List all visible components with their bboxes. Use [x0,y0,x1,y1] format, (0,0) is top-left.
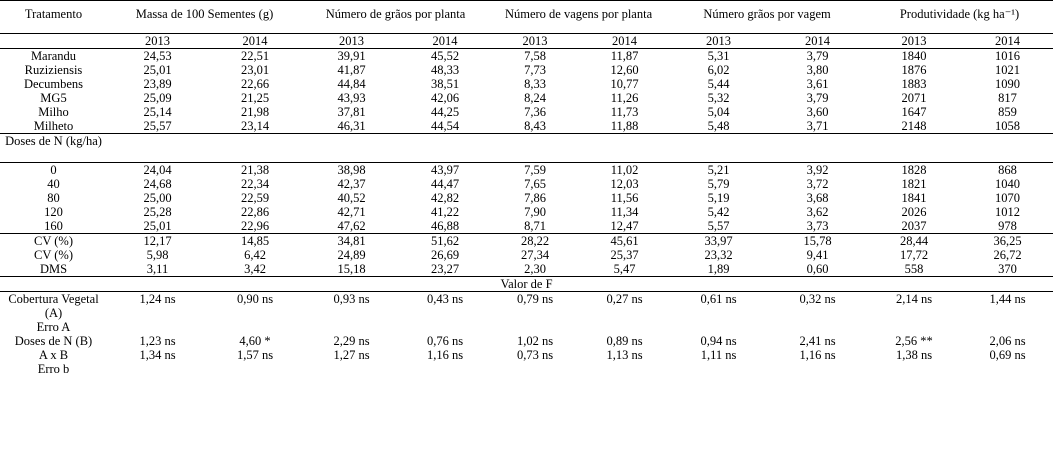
value-cell: 3,79 [806,91,829,105]
species-row [0,91,1053,105]
value-cell: 48,33 [430,63,460,77]
value-cell: 6,42 [244,248,266,262]
year-header: 2014 [242,34,268,48]
value-cell [581,362,668,376]
value-cell: 978 [998,219,1017,233]
value-cell [866,320,962,334]
value-cell: 22,66 [240,77,270,91]
value-cell: 0,60 [806,262,829,276]
value-cell: 42,71 [337,205,366,219]
value-cell: 45,61 [610,234,639,248]
value-cell: 3,72 [806,177,829,191]
row-label: Doses de N (B) [14,334,93,348]
dose-row [0,205,1053,219]
row-label: Decumbens [23,77,83,91]
doses-label-section [0,134,1053,163]
row-label: 40 [47,177,60,191]
value-cell: 3,42 [244,262,266,276]
value-cell: 1647 [901,105,927,119]
value-cell: 33,97 [704,234,733,248]
header-group-pods-per-plant: Número de vagens por planta [504,7,653,21]
species-row [0,77,1053,91]
value-cell: 1,16 ns [426,348,464,362]
value-cell: 24,68 [143,177,172,191]
row-label: Erro b [37,362,70,376]
row-label: Marandu [30,49,77,63]
value-cell: 23,32 [704,248,733,262]
value-cell: 21,25 [240,91,270,105]
value-cell: 0,27 ns [606,292,643,306]
value-cell: 38,51 [430,77,460,91]
value-cell: 11,56 [610,191,639,205]
value-cell [668,320,769,334]
value-cell: 3,68 [806,191,829,205]
value-cell [302,362,401,376]
header-treatment: Tratamento [24,7,83,21]
value-cell: 1,16 ns [799,348,836,362]
value-cell: 7,59 [524,163,546,177]
doses-label-row [0,134,1053,163]
value-cell: 5,98 [146,248,169,262]
header-group-grains-per-plant: Número de grãos por planta [325,7,466,21]
value-cell: 7,36 [524,105,546,119]
value-cell: 3,80 [806,63,829,77]
row-label: CV (%) [33,248,73,262]
value-cell [769,320,866,334]
value-cell: 1040 [995,177,1021,191]
value-cell: 39,91 [337,49,366,63]
value-cell: 3,11 [146,262,169,276]
value-cell [962,362,1053,376]
value-cell: 46,31 [337,119,366,133]
f-title-section [0,277,1053,292]
value-cell [302,320,401,334]
value-cell: 3,62 [806,205,829,219]
value-cell: 42,37 [337,177,366,191]
stat-row [0,234,1053,249]
value-cell: 3,92 [806,163,829,177]
row-label: MG5 [40,91,67,105]
value-cell [208,320,302,334]
value-cell: 2,14 ns [895,292,933,306]
value-cell: 8,33 [524,77,546,91]
value-cell: 1841 [901,191,927,205]
dose-row [0,163,1053,178]
value-cell: 26,72 [993,248,1022,262]
value-cell: 2,56 ** [895,334,933,348]
value-cell: 21,98 [240,105,270,119]
value-cell: 0,32 ns [799,292,836,306]
value-cell: 2,29 ns [333,334,370,348]
f-row [0,334,1053,348]
value-cell: 5,21 [707,163,730,177]
value-cell: 22,59 [240,191,270,205]
header-row [0,1,1053,34]
f-row [0,292,1053,321]
value-cell: 1058 [995,119,1021,133]
year-header: 2013 [145,34,170,48]
value-cell: 42,82 [430,191,460,205]
value-cell: 25,00 [143,191,172,205]
value-cell: 11,34 [610,205,639,219]
value-cell: 5,04 [707,105,730,119]
f-row [0,348,1053,362]
value-cell: 11,88 [610,119,639,133]
value-cell: 44,25 [430,105,460,119]
value-cell: 1,44 ns [989,292,1026,306]
value-cell: 7,65 [524,177,546,191]
value-cell: 25,01 [143,63,172,77]
value-cell: 2,06 ns [989,334,1026,348]
doses-section [0,163,1053,234]
value-cell: 23,27 [430,262,460,276]
value-cell: 1,13 ns [606,348,643,362]
value-cell: 2,30 [524,262,546,276]
value-cell: 3,71 [806,119,829,133]
value-cell: 1,24 ns [139,292,176,306]
value-cell: 23,14 [240,119,270,133]
value-cell: 47,62 [337,219,366,233]
value-cell: 44,84 [337,77,366,91]
value-cell: 1,27 ns [333,348,370,362]
value-cell: 45,52 [430,49,460,63]
stat-row [0,262,1053,277]
species-row [0,49,1053,64]
value-cell: 25,09 [143,91,172,105]
row-label: DMS [39,262,68,276]
value-cell: 37,81 [337,105,366,119]
value-cell: 0,94 ns [700,334,737,348]
value-cell: 4,60 * [239,334,271,348]
value-cell: 15,78 [803,234,832,248]
value-cell: 2148 [901,119,927,133]
row-label: CV (%) [33,234,73,248]
value-cell: 0,90 ns [236,292,274,306]
value-cell: 3,79 [806,49,829,63]
value-cell: 5,47 [613,262,636,276]
value-cell: 0,89 ns [606,334,643,348]
value-cell: 7,86 [524,191,546,205]
value-cell [769,362,866,376]
year-header: 2013 [706,34,732,48]
value-cell: 0,43 ns [426,292,464,306]
row-label: 160 [44,219,63,233]
year-header: 2014 [805,34,831,48]
value-cell: 3,73 [806,219,829,233]
dose-row [0,191,1053,205]
row-label: A x B [38,348,69,362]
value-cell: 11,02 [610,163,639,177]
value-cell: 1070 [995,191,1021,205]
value-cell: 42,06 [430,91,460,105]
f-values-section [0,292,1053,377]
value-cell: 8,71 [524,219,546,233]
year-header: 2013 [901,34,927,48]
value-cell: 3,60 [806,105,829,119]
value-cell: 1,23 ns [139,334,176,348]
value-cell: 51,62 [430,234,460,248]
value-cell: 21,38 [240,163,270,177]
f-row [0,362,1053,376]
value-cell: 0,61 ns [700,292,737,306]
value-cell: 8,24 [524,91,546,105]
value-cell: 36,25 [993,234,1022,248]
row-label: 80 [47,191,60,205]
value-cell: 5,19 [707,191,730,205]
value-cell [107,320,208,334]
value-cell: 1828 [901,163,927,177]
year-header: 2014 [432,34,458,48]
value-cell [489,320,581,334]
value-cell: 12,60 [610,63,639,77]
value-cell: 0,76 ns [426,334,464,348]
year-header: 2013 [522,34,548,48]
value-cell: 859 [998,105,1017,119]
value-cell: 370 [998,262,1017,276]
value-cell: 43,93 [337,91,366,105]
value-cell: 11,26 [610,91,639,105]
dose-row [0,219,1053,234]
f-title-row [0,277,1053,292]
value-cell: 558 [904,262,924,276]
row-label: 0 [50,163,57,177]
value-cell: 5,31 [707,49,730,63]
value-cell: 11,87 [610,49,639,63]
value-cell: 1,11 ns [700,348,737,362]
value-cell: 0,73 ns [516,348,554,362]
value-cell: 46,88 [430,219,460,233]
value-cell: 5,32 [707,91,730,105]
value-cell: 15,18 [337,262,366,276]
value-cell: 5,79 [707,177,730,191]
value-cell: 868 [998,163,1017,177]
value-cell: 25,28 [143,205,172,219]
value-cell: 1,34 ns [139,348,176,362]
value-cell: 14,85 [240,234,270,248]
year-header: 2013 [339,34,365,48]
value-cell: 1821 [901,177,927,191]
value-cell: 6,02 [707,63,730,77]
value-cell: 23,01 [240,63,270,77]
value-cell: 34,81 [337,234,366,248]
value-cell: 26,69 [430,248,460,262]
value-cell: 1840 [901,49,927,63]
value-cell: 28,22 [520,234,550,248]
value-cell [208,362,302,376]
value-cell: 1,38 ns [895,348,933,362]
value-cell [866,362,962,376]
stat-row [0,248,1053,262]
value-cell: 2071 [901,91,927,105]
row-label: Milho [38,105,69,119]
value-cell: 2037 [901,219,927,233]
value-cell: 1,02 ns [516,334,554,348]
stats-section [0,234,1053,277]
value-cell: 23,89 [143,77,172,91]
value-cell: 8,43 [524,119,546,133]
value-cell: 25,37 [610,248,639,262]
value-cell: 7,73 [524,63,546,77]
value-cell: 41,87 [337,63,366,77]
header-group-yield: Produtividade (kg ha⁻¹) [899,7,1020,21]
value-cell: 25,57 [143,119,172,133]
value-cell: 40,52 [337,191,366,205]
value-cell: 28,44 [899,234,929,248]
value-cell: 22,96 [240,219,270,233]
value-cell [962,320,1053,334]
value-cell: 22,86 [240,205,270,219]
value-cell: 0,93 ns [333,292,370,306]
value-cell: 1876 [901,63,927,77]
value-cell: 5,42 [707,205,730,219]
year-header: 2014 [612,34,638,48]
species-row [0,119,1053,134]
value-cell: 1883 [901,77,927,91]
row-label: Erro A [36,320,71,334]
value-cell: 22,34 [240,177,270,191]
value-cell: 5,44 [707,77,730,91]
header-group-grains-per-pod: Número grãos por vagem [703,7,831,21]
value-cell: 1,57 ns [236,348,274,362]
value-cell: 1016 [995,49,1021,63]
value-cell: 1,89 [707,262,730,276]
year-header: 2014 [995,34,1021,48]
value-cell [668,362,769,376]
years-row [0,34,1053,49]
species-row [0,63,1053,77]
value-cell [489,362,581,376]
value-cell: 10,77 [610,77,639,91]
value-cell: 12,47 [610,219,639,233]
row-label: Milheto [33,119,74,133]
value-cell [107,362,208,376]
f-title: Valor de F [500,277,553,291]
row-label: 120 [44,205,63,219]
value-cell: 44,47 [430,177,460,191]
value-cell: 2,41 ns [799,334,836,348]
value-cell: 2026 [901,205,927,219]
f-row [0,320,1053,334]
value-cell: 5,57 [707,219,730,233]
value-cell: 41,22 [430,205,460,219]
value-cell: 817 [998,91,1017,105]
value-cell [401,320,489,334]
value-cell: 0,69 ns [989,348,1026,362]
value-cell: 43,97 [430,163,460,177]
species-section [0,49,1053,134]
value-cell: 24,04 [143,163,172,177]
value-cell: 25,01 [143,219,172,233]
header-group-seed-mass: Massa de 100 Sementes (g) [135,7,274,21]
value-cell: 1090 [995,77,1021,91]
value-cell: 11,73 [610,105,639,119]
value-cell: 9,41 [806,248,829,262]
value-cell [581,320,668,334]
value-cell: 24,89 [337,248,366,262]
row-label: Cobertura Vegetal (A) [8,292,99,320]
value-cell: 3,61 [806,77,829,91]
value-cell: 7,90 [524,205,546,219]
species-row [0,105,1053,119]
value-cell: 12,03 [610,177,639,191]
value-cell: 12,17 [143,234,172,248]
value-cell: 1012 [995,205,1021,219]
value-cell: 1021 [995,63,1021,77]
value-cell: 25,14 [143,105,172,119]
row-label: Ruziziensis [24,63,83,77]
value-cell: 38,98 [337,163,366,177]
value-cell: 44,54 [430,119,460,133]
value-cell: 27,34 [520,248,550,262]
value-cell: 17,72 [899,248,929,262]
value-cell: 0,79 ns [516,292,554,306]
value-cell: 5,48 [707,119,730,133]
value-cell: 7,58 [524,49,546,63]
doses-label: Doses de N (kg/ha) [5,134,102,148]
value-cell: 22,51 [240,49,270,63]
value-cell [401,362,489,376]
value-cell: 24,53 [143,49,172,63]
dose-row [0,177,1053,191]
